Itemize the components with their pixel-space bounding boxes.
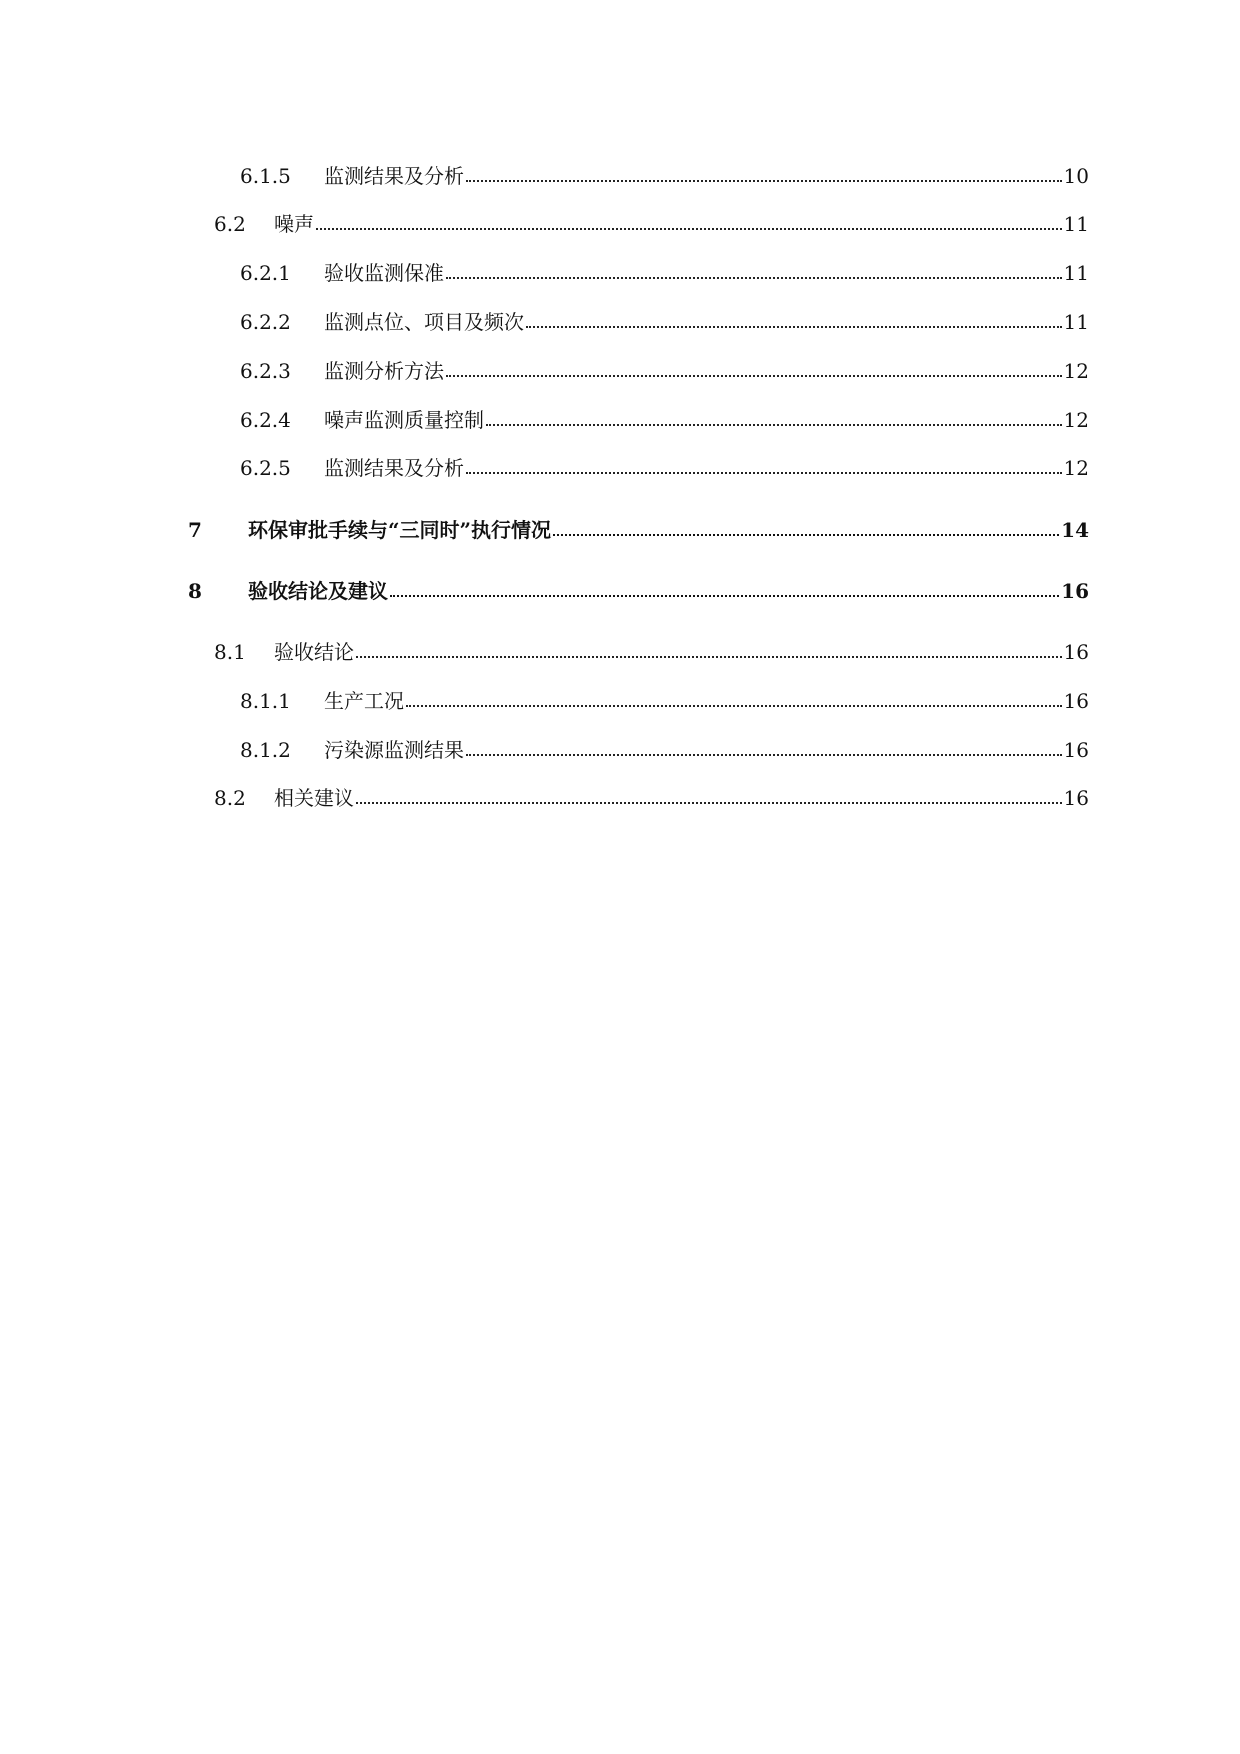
toc-entry[interactable] [240, 251, 1089, 285]
toc-entry-page: 12 [1063, 456, 1089, 480]
toc-entry-title: 验收结论 [274, 640, 354, 664]
toc-entry-title: 生产工况 [324, 689, 404, 713]
dot-leader [466, 754, 1062, 756]
toc-entry[interactable] [240, 728, 1089, 762]
toc-entry-title: 监测点位、项目及频次 [324, 310, 524, 334]
toc-entry-title: 监测结果及分析 [324, 456, 464, 480]
dot-leader [526, 326, 1062, 328]
toc-entry-page: 11 [1063, 310, 1089, 334]
toc-entry-page: 16 [1063, 689, 1089, 713]
toc-entry-page: 16 [1063, 786, 1089, 810]
toc-entry-title: 相关建议 [274, 786, 354, 810]
dot-leader [466, 472, 1062, 474]
toc-entry-page: 16 [1063, 640, 1089, 664]
toc-entry-title: 噪声监测质量控制 [324, 408, 484, 432]
toc-entry-title: 监测结果及分析 [324, 164, 464, 188]
toc-entry[interactable] [214, 776, 1089, 810]
toc-entry-title: 污染源监测结果 [324, 738, 464, 762]
toc-entry-number: 8.1.2 [240, 738, 291, 762]
toc-entry-number: 6.2.5 [240, 456, 291, 480]
toc-chapter-entry[interactable] [188, 569, 1089, 603]
toc-entry-page: 12 [1063, 408, 1089, 432]
toc-entry-title: 监测分析方法 [324, 359, 444, 383]
dot-leader [446, 375, 1062, 377]
toc-entry[interactable] [240, 679, 1089, 713]
toc-entry[interactable] [240, 446, 1089, 480]
toc-entry[interactable] [214, 630, 1089, 664]
dot-leader [390, 595, 1059, 597]
toc-entry[interactable] [240, 154, 1089, 188]
toc-entry[interactable] [240, 300, 1089, 334]
toc-entry-number: 6.2.1 [240, 261, 291, 285]
dot-leader [486, 424, 1062, 426]
toc-entry-number: 7 [188, 518, 202, 542]
toc-entry-page: 11 [1063, 261, 1089, 285]
toc-entry-title: 验收结论及建议 [248, 579, 388, 603]
toc-entry[interactable] [214, 202, 1089, 236]
toc-entry[interactable] [240, 398, 1089, 432]
toc-entry-number: 6.2 [214, 212, 246, 236]
toc-entry-page: 11 [1063, 212, 1089, 236]
dot-leader [316, 228, 1062, 230]
toc-entry-page: 10 [1063, 164, 1089, 188]
toc-entry-page: 16 [1063, 738, 1089, 762]
toc-entry-number: 8 [188, 579, 202, 603]
dot-leader [406, 705, 1062, 707]
toc-entry-page: 16 [1061, 579, 1089, 603]
toc-entry-number: 8.1 [214, 640, 246, 664]
dot-leader [466, 180, 1062, 182]
toc-entry[interactable] [240, 349, 1089, 383]
toc-entry-page: 12 [1063, 359, 1089, 383]
toc-entry-page: 14 [1061, 518, 1089, 542]
toc-chapter-entry[interactable] [188, 508, 1089, 542]
toc-entry-number: 6.2.4 [240, 408, 291, 432]
dot-leader [356, 656, 1062, 658]
toc-entry-number: 8.2 [214, 786, 246, 810]
dot-leader [356, 802, 1062, 804]
toc-entry-number: 8.1.1 [240, 689, 291, 713]
toc-entry-number: 6.1.5 [240, 164, 291, 188]
toc-entry-title: 环保审批手续与“三同时”执行情况 [248, 518, 552, 542]
toc-entry-number: 6.2.3 [240, 359, 291, 383]
toc-entry-title: 噪声 [274, 212, 314, 236]
dot-leader [446, 277, 1062, 279]
toc-entry-title: 验收监测保准 [324, 261, 444, 285]
dot-leader [553, 534, 1059, 536]
toc-entry-number: 6.2.2 [240, 310, 291, 334]
